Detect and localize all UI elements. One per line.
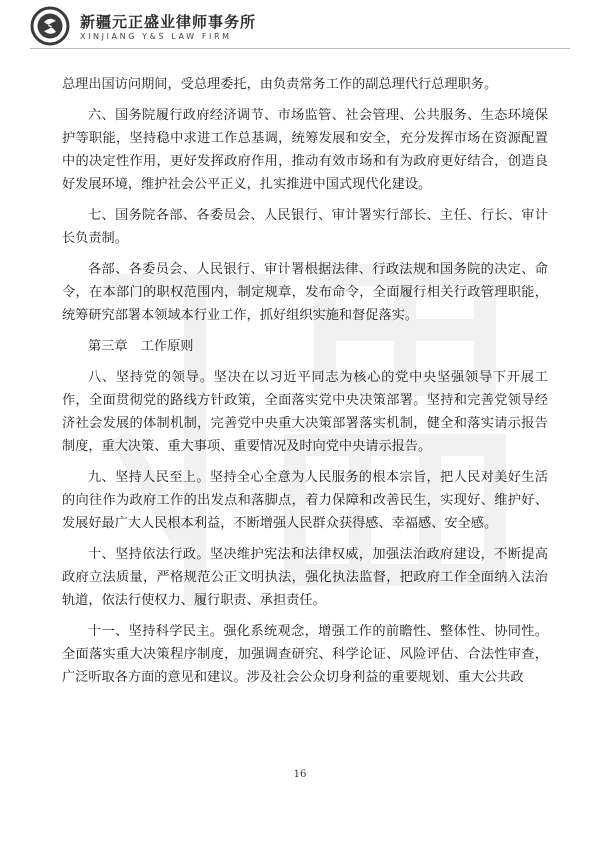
paragraph-article-6: 六、国务院履行政府经济调节、市场监管、社会管理、公共服务、生态环境保护等职能，坚持稳中求进工作总基调，统筹发展和安全，充分发挥市场在资源配置中的决定性作用，更好发挥政府作用，推动有效市场和有为政府更好结合，创造良好发展环境，维护社会公平正义，扎实推进中国式现代化建设。 [62, 108, 548, 192]
firm-logo-icon [30, 6, 70, 46]
document-body [62, 73, 548, 697]
firm-name-chinese: 新疆元正盛业律师事务所 [80, 13, 257, 31]
paragraph-article-7-detail: 各部、各委员会、人民银行、审计署根据法律、行政法规和国务院的决定、命令，在本部门的职权范围内，制定规章，发布命令，全面履行相关行政管理职能，统筹研究部署本领域本行业工作，抓好组织实施和督促落实。 [62, 262, 548, 323]
paragraph-article-11: 十一、坚持科学民主。强化系统观念，增强工作的前瞻性、整体性、协同性。全面落实重大决策程序制度，加强调查研究、科学论证、风险评估、合法性审查，广泛听取各方面的意见和建议。涉及社会公众切身利益的重要规划、重大公共政 [62, 624, 548, 685]
paragraph-article-8: 八、坚持党的领导。坚决在以习近平同志为核心的党中央坚强领导下开展工作，全面贯彻党的路线方针政策，全面落实党中央决策部署。坚持和完善党领导经济社会发展的体制机制，完善党中央重大决策部署落实机制，健全和落实请示报告制度，重大决策、重大事项、重要情况及时向党中央请示报告。 [62, 370, 548, 454]
paragraph-continuation: 总理出国访问期间，受总理委托，由负责常务工作的副总理代行总理职务。 [62, 77, 498, 92]
paragraph-article-10: 十、坚持依法行政。坚决维护宪法和法律权威，加强法治政府建设，不断提高政府立法质量，严格规范公正文明执法，强化执法监督，把政府工作全面纳入法治轨道，依法行使权力、履行职责、承担责任。 [62, 547, 548, 608]
header-divider [30, 48, 570, 49]
chapter-heading: 第三章 工作原则 [88, 339, 194, 354]
letterhead [30, 6, 570, 46]
paragraph-article-9: 九、坚持人民至上。坚持全心全意为人民服务的根本宗旨，把人民对美好生活的向往作为政府工作的出发点和落脚点，着力保障和改善民生，实现好、维护好、发展好最广大人民根本利益，不断增强人民群众获得感、幸福感、安全感。 [62, 470, 548, 531]
paragraph-article-7: 七、国务院各部、各委员会、人民银行、审计署实行部长、主任、行长、审计长负责制。 [62, 208, 548, 246]
firm-name-english: XINJIANG Y&S LAW FIRM [80, 32, 232, 41]
page-number: 16 [293, 769, 307, 780]
